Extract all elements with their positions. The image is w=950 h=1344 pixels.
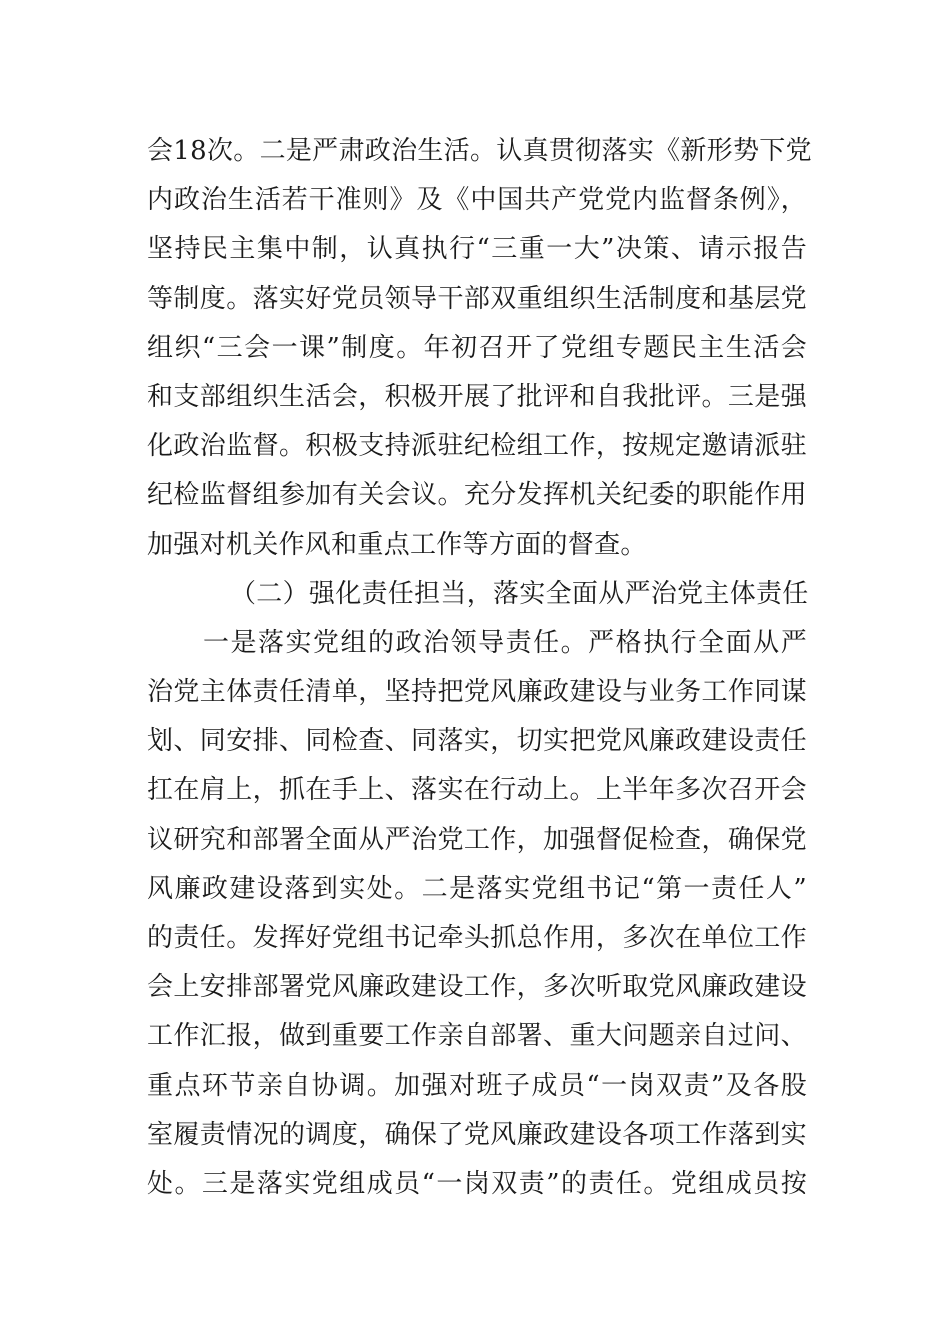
document-body (147, 127, 812, 1209)
text-line: 重点环节亲自协调。加强对班子成员“一岗双责”及各股 (147, 1070, 807, 1101)
text-line: 纪检监督组参加有关会议。充分发挥机关纪委的职能作用 (147, 480, 807, 511)
text-line: 内政治生活若干准则》及《中国共产党党内监督条例》， (147, 185, 807, 216)
text-line: 会上安排部署党风廉政建设工作，多次听取党风廉政建设 (147, 972, 807, 1003)
text-line: 划、同安排、同检查、同落实，切实把党风廉政建设责任 (147, 726, 807, 757)
text-line: 室履责情况的调度，确保了党风廉政建设各项工作落到实 (147, 1119, 807, 1150)
text-line: 治党主体责任清单，坚持把党风廉政建设与业务工作同谋 (147, 677, 807, 708)
text-line: 组织“三会一课”制度。年初召开了党组专题民主生活会 (147, 332, 807, 363)
text-line: 扛在肩上，抓在手上、落实在行动上。上半年多次召开会 (147, 775, 807, 806)
text-line: 会18次。二是严肃政治生活。认真贯彻落实《新形势下党 (147, 136, 812, 166)
text-line: 工作汇报，做到重要工作亲自部署、重大问题亲自过问、 (147, 1021, 807, 1052)
text-line: 议研究和部署全面从严治党工作，加强督促检查，确保党 (147, 824, 807, 855)
section-heading: （二）强化责任担当，落实全面从严治党主体责任 (230, 578, 809, 609)
text-line: 的责任。发挥好党组书记牵头抓总作用，多次在单位工作 (147, 923, 807, 953)
text-line: 一是落实党组的政治领导责任。严格执行全面从严 (203, 627, 807, 658)
text-line: 坚持民主集中制，认真执行“三重一大”决策、请示报告 (147, 234, 807, 265)
text-line: 化政治监督。积极支持派驻纪检组工作，按规定邀请派驻 (147, 431, 807, 462)
text-line: 加强对机关作风和重点工作等方面的督查。 (147, 529, 647, 560)
text-line: 等制度。落实好党员领导干部双重组织生活制度和基层党 (147, 283, 807, 314)
text-line: 风廉政建设落到实处。二是落实党组书记“第一责任人” (147, 873, 807, 904)
text-line: 处。三是落实党组成员“一岗双责”的责任。党组成员按 (147, 1168, 807, 1199)
text-line: 和支部组织生活会，积极开展了批评和自我批评。三是强 (147, 381, 807, 412)
